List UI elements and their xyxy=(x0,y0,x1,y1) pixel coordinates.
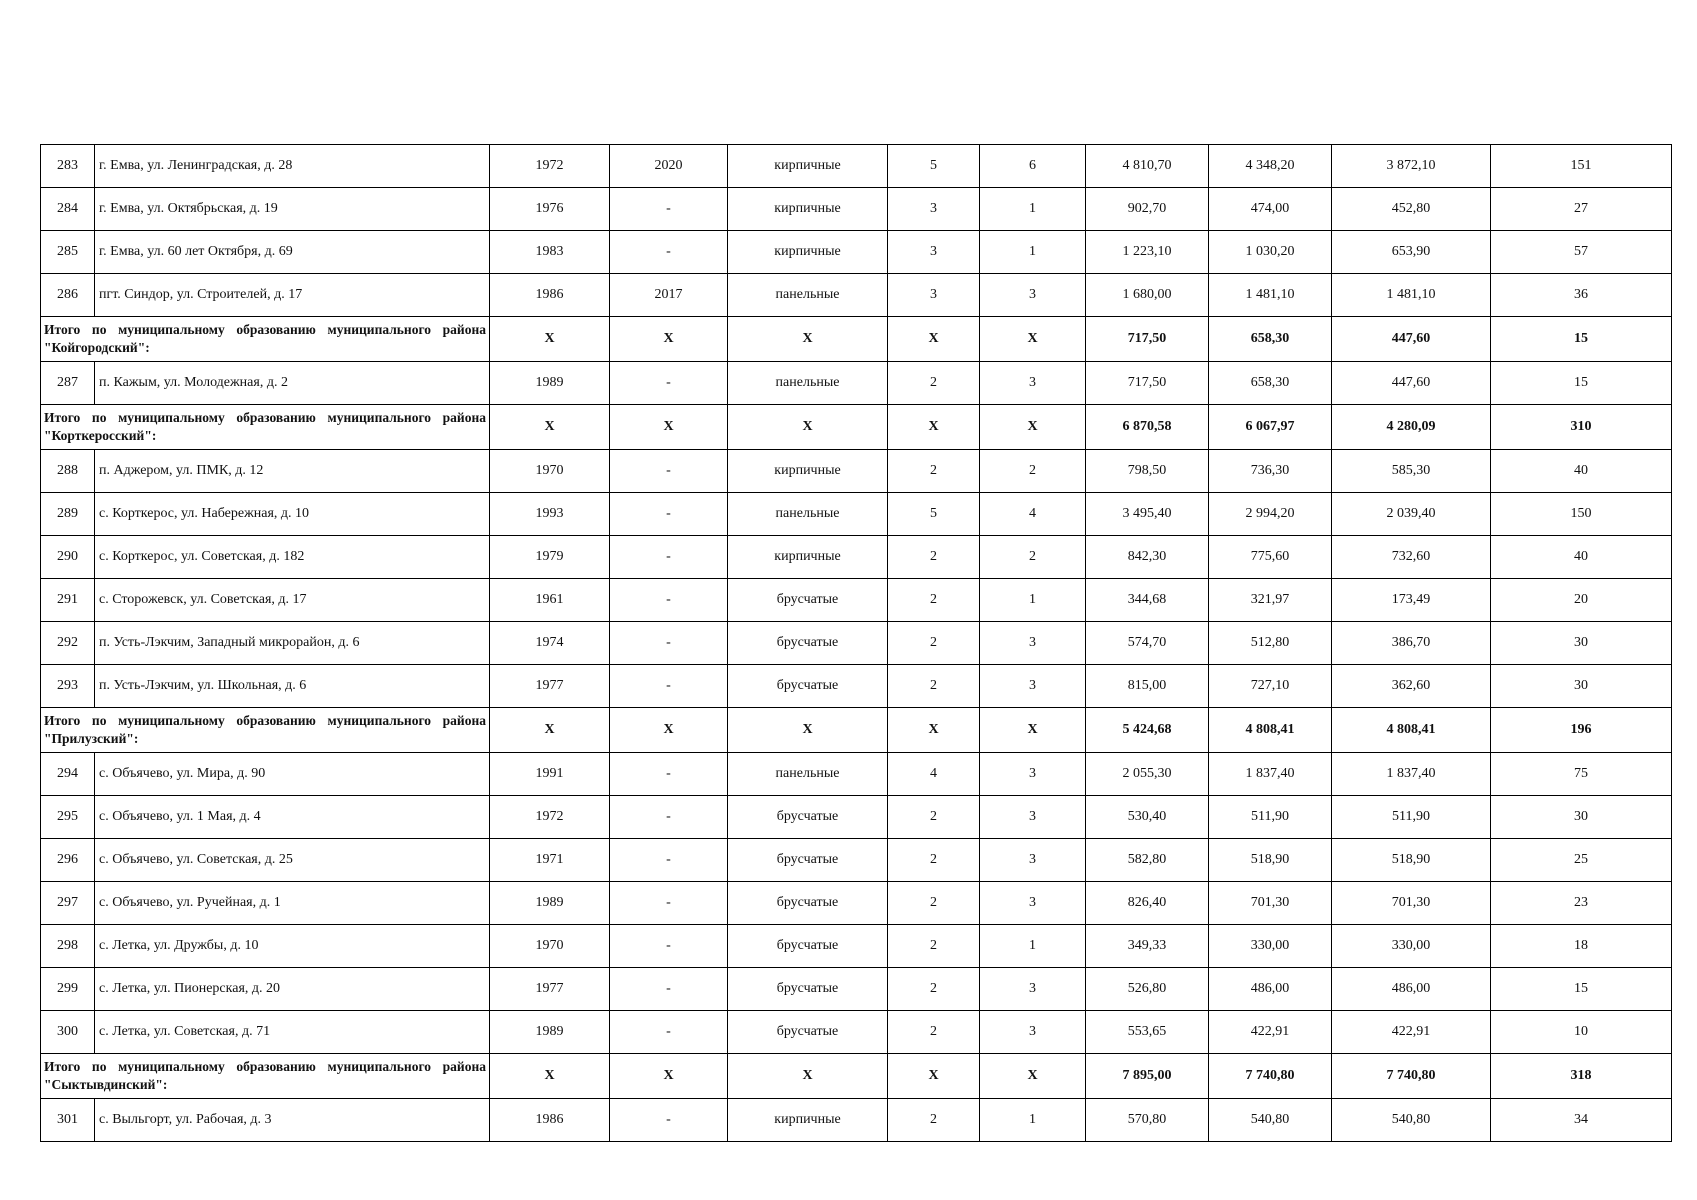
residents-cell: 318 xyxy=(1491,1054,1672,1099)
row-number-cell: 298 xyxy=(41,925,95,968)
living-area-cell: 7 740,80 xyxy=(1209,1054,1332,1099)
repair-year-cell: - xyxy=(610,536,728,579)
floors-cell: 2 xyxy=(888,536,980,579)
floors-cell: 2 xyxy=(888,839,980,882)
subtotal-row xyxy=(41,1054,1672,1099)
living-area-cell: 474,00 xyxy=(1209,188,1332,231)
repair-year-cell: - xyxy=(610,796,728,839)
address-cell: пгт. Синдор, ул. Строителей, д. 17 xyxy=(95,274,490,317)
entrances-cell: 6 xyxy=(980,145,1086,188)
row-number-cell: 296 xyxy=(41,839,95,882)
floors-cell: 4 xyxy=(888,753,980,796)
row-number-cell: 286 xyxy=(41,274,95,317)
row-number-cell: 287 xyxy=(41,362,95,405)
year-cell: 1979 xyxy=(490,536,610,579)
year-cell: 1972 xyxy=(490,796,610,839)
address-cell: г. Емва, ул. 60 лет Октября, д. 69 xyxy=(95,231,490,274)
year-cell: 1989 xyxy=(490,1011,610,1054)
total-area-cell: 553,65 xyxy=(1086,1011,1209,1054)
row-number-cell: 285 xyxy=(41,231,95,274)
subtotal-row xyxy=(41,405,1672,450)
year-cell: 1977 xyxy=(490,968,610,1011)
repair-year-cell: - xyxy=(610,450,728,493)
wall-material-cell: Х xyxy=(728,317,888,362)
year-cell: 1970 xyxy=(490,450,610,493)
table-row xyxy=(41,1099,1672,1142)
total-area-cell: 717,50 xyxy=(1086,317,1209,362)
residents-cell: 23 xyxy=(1491,882,1672,925)
table-row xyxy=(41,665,1672,708)
row-number-cell: 292 xyxy=(41,622,95,665)
repair-year-cell: Х xyxy=(610,1054,728,1099)
entrances-cell: 1 xyxy=(980,579,1086,622)
row-number-cell: 294 xyxy=(41,753,95,796)
floors-cell: 2 xyxy=(888,1099,980,1142)
total-area-cell: 349,33 xyxy=(1086,925,1209,968)
year-cell: Х xyxy=(490,405,610,450)
year-cell: 1991 xyxy=(490,753,610,796)
living-area-cell: 486,00 xyxy=(1209,968,1332,1011)
residents-cell: 196 xyxy=(1491,708,1672,753)
floors-cell: 2 xyxy=(888,1011,980,1054)
private-area-cell: 511,90 xyxy=(1332,796,1491,839)
wall-material-cell: Х xyxy=(728,708,888,753)
total-area-cell: 570,80 xyxy=(1086,1099,1209,1142)
repair-year-cell: - xyxy=(610,968,728,1011)
entrances-cell: Х xyxy=(980,1054,1086,1099)
year-cell: 1986 xyxy=(490,1099,610,1142)
table-row xyxy=(41,231,1672,274)
subtotal-label: Итого по муниципальному образованию муниципального района "Прилузский": xyxy=(41,708,490,753)
year-cell: 1977 xyxy=(490,665,610,708)
row-number-cell: 291 xyxy=(41,579,95,622)
wall-material-cell: брусчатые xyxy=(728,968,888,1011)
wall-material-cell: брусчатые xyxy=(728,796,888,839)
living-area-cell: 701,30 xyxy=(1209,882,1332,925)
floors-cell: 2 xyxy=(888,579,980,622)
table-row xyxy=(41,362,1672,405)
total-area-cell: 5 424,68 xyxy=(1086,708,1209,753)
residents-cell: 150 xyxy=(1491,493,1672,536)
private-area-cell: 447,60 xyxy=(1332,317,1491,362)
private-area-cell: 362,60 xyxy=(1332,665,1491,708)
total-area-cell: 798,50 xyxy=(1086,450,1209,493)
total-area-cell: 3 495,40 xyxy=(1086,493,1209,536)
table-row xyxy=(41,274,1672,317)
wall-material-cell: кирпичные xyxy=(728,450,888,493)
table-row xyxy=(41,622,1672,665)
address-cell: п. Аджером, ул. ПМК, д. 12 xyxy=(95,450,490,493)
floors-cell: Х xyxy=(888,708,980,753)
repair-year-cell: - xyxy=(610,1099,728,1142)
entrances-cell: 1 xyxy=(980,231,1086,274)
floors-cell: Х xyxy=(888,405,980,450)
entrances-cell: 3 xyxy=(980,274,1086,317)
total-area-cell: 717,50 xyxy=(1086,362,1209,405)
entrances-cell: 1 xyxy=(980,925,1086,968)
living-area-cell: 736,30 xyxy=(1209,450,1332,493)
residents-cell: 27 xyxy=(1491,188,1672,231)
entrances-cell: 3 xyxy=(980,882,1086,925)
table-row xyxy=(41,536,1672,579)
living-area-cell: 540,80 xyxy=(1209,1099,1332,1142)
residents-cell: 15 xyxy=(1491,317,1672,362)
address-cell: с. Корткерос, ул. Советская, д. 182 xyxy=(95,536,490,579)
floors-cell: 3 xyxy=(888,231,980,274)
residents-cell: 75 xyxy=(1491,753,1672,796)
entrances-cell: 4 xyxy=(980,493,1086,536)
address-cell: г. Емва, ул. Ленинградская, д. 28 xyxy=(95,145,490,188)
living-area-cell: 658,30 xyxy=(1209,317,1332,362)
year-cell: Х xyxy=(490,317,610,362)
total-area-cell: 4 810,70 xyxy=(1086,145,1209,188)
private-area-cell: 386,70 xyxy=(1332,622,1491,665)
wall-material-cell: панельные xyxy=(728,274,888,317)
table-row xyxy=(41,1011,1672,1054)
private-area-cell: 173,49 xyxy=(1332,579,1491,622)
wall-material-cell: панельные xyxy=(728,362,888,405)
living-area-cell: 518,90 xyxy=(1209,839,1332,882)
subtotal-label: Итого по муниципальному образованию муниципального района "Сыктывдинский": xyxy=(41,1054,490,1099)
private-area-cell: 4 808,41 xyxy=(1332,708,1491,753)
subtotal-row xyxy=(41,317,1672,362)
repair-year-cell: - xyxy=(610,231,728,274)
table-row xyxy=(41,450,1672,493)
floors-cell: 2 xyxy=(888,968,980,1011)
entrances-cell: 3 xyxy=(980,622,1086,665)
private-area-cell: 7 740,80 xyxy=(1332,1054,1491,1099)
residents-cell: 10 xyxy=(1491,1011,1672,1054)
repair-year-cell: - xyxy=(610,362,728,405)
living-area-cell: 511,90 xyxy=(1209,796,1332,839)
private-area-cell: 2 039,40 xyxy=(1332,493,1491,536)
private-area-cell: 732,60 xyxy=(1332,536,1491,579)
living-area-cell: 1 030,20 xyxy=(1209,231,1332,274)
private-area-cell: 1 837,40 xyxy=(1332,753,1491,796)
residents-cell: 57 xyxy=(1491,231,1672,274)
entrances-cell: 3 xyxy=(980,968,1086,1011)
address-cell: п. Усть-Лэкчим, ул. Школьная, д. 6 xyxy=(95,665,490,708)
repair-year-cell: 2017 xyxy=(610,274,728,317)
wall-material-cell: брусчатые xyxy=(728,1011,888,1054)
address-cell: с. Летка, ул. Советская, д. 71 xyxy=(95,1011,490,1054)
living-area-cell: 512,80 xyxy=(1209,622,1332,665)
wall-material-cell: кирпичные xyxy=(728,145,888,188)
entrances-cell: Х xyxy=(980,317,1086,362)
wall-material-cell: кирпичные xyxy=(728,1099,888,1142)
residents-cell: 151 xyxy=(1491,145,1672,188)
total-area-cell: 902,70 xyxy=(1086,188,1209,231)
living-area-cell: 775,60 xyxy=(1209,536,1332,579)
wall-material-cell: кирпичные xyxy=(728,231,888,274)
table-row xyxy=(41,882,1672,925)
residents-cell: 25 xyxy=(1491,839,1672,882)
entrances-cell: 1 xyxy=(980,1099,1086,1142)
repair-year-cell: - xyxy=(610,882,728,925)
repair-year-cell: - xyxy=(610,753,728,796)
repair-year-cell: Х xyxy=(610,405,728,450)
entrances-cell: 2 xyxy=(980,536,1086,579)
living-area-cell: 321,97 xyxy=(1209,579,1332,622)
address-cell: с. Объячево, ул. Советская, д. 25 xyxy=(95,839,490,882)
year-cell: 1972 xyxy=(490,145,610,188)
row-number-cell: 284 xyxy=(41,188,95,231)
private-area-cell: 422,91 xyxy=(1332,1011,1491,1054)
residents-cell: 15 xyxy=(1491,362,1672,405)
repair-year-cell: - xyxy=(610,1011,728,1054)
entrances-cell: 3 xyxy=(980,753,1086,796)
total-area-cell: 2 055,30 xyxy=(1086,753,1209,796)
living-area-cell: 4 348,20 xyxy=(1209,145,1332,188)
residents-cell: 18 xyxy=(1491,925,1672,968)
residents-cell: 310 xyxy=(1491,405,1672,450)
entrances-cell: 3 xyxy=(980,665,1086,708)
repair-year-cell: Х xyxy=(610,317,728,362)
total-area-cell: 530,40 xyxy=(1086,796,1209,839)
repair-year-cell: 2020 xyxy=(610,145,728,188)
total-area-cell: 582,80 xyxy=(1086,839,1209,882)
row-number-cell: 295 xyxy=(41,796,95,839)
floors-cell: 2 xyxy=(888,925,980,968)
address-cell: с. Сторожевск, ул. Советская, д. 17 xyxy=(95,579,490,622)
year-cell: 1976 xyxy=(490,188,610,231)
year-cell: 1989 xyxy=(490,362,610,405)
wall-material-cell: панельные xyxy=(728,753,888,796)
repair-year-cell: - xyxy=(610,925,728,968)
row-number-cell: 301 xyxy=(41,1099,95,1142)
private-area-cell: 447,60 xyxy=(1332,362,1491,405)
table-row xyxy=(41,188,1672,231)
private-area-cell: 4 280,09 xyxy=(1332,405,1491,450)
row-number-cell: 293 xyxy=(41,665,95,708)
wall-material-cell: кирпичные xyxy=(728,536,888,579)
total-area-cell: 826,40 xyxy=(1086,882,1209,925)
floors-cell: 2 xyxy=(888,882,980,925)
total-area-cell: 526,80 xyxy=(1086,968,1209,1011)
row-number-cell: 288 xyxy=(41,450,95,493)
residents-cell: 40 xyxy=(1491,450,1672,493)
floors-cell: Х xyxy=(888,1054,980,1099)
repair-year-cell: - xyxy=(610,188,728,231)
address-cell: п. Кажым, ул. Молодежная, д. 2 xyxy=(95,362,490,405)
total-area-cell: 815,00 xyxy=(1086,665,1209,708)
address-cell: с. Объячево, ул. 1 Мая, д. 4 xyxy=(95,796,490,839)
entrances-cell: 1 xyxy=(980,188,1086,231)
residents-cell: 30 xyxy=(1491,622,1672,665)
subtotal-row xyxy=(41,708,1672,753)
row-number-cell: 299 xyxy=(41,968,95,1011)
table-row xyxy=(41,968,1672,1011)
living-area-cell: 1 837,40 xyxy=(1209,753,1332,796)
year-cell: Х xyxy=(490,708,610,753)
address-cell: с. Летка, ул. Пионерская, д. 20 xyxy=(95,968,490,1011)
wall-material-cell: брусчатые xyxy=(728,665,888,708)
private-area-cell: 585,30 xyxy=(1332,450,1491,493)
entrances-cell: Х xyxy=(980,405,1086,450)
total-area-cell: 842,30 xyxy=(1086,536,1209,579)
total-area-cell: 574,70 xyxy=(1086,622,1209,665)
address-cell: с. Объячево, ул. Ручейная, д. 1 xyxy=(95,882,490,925)
table-row xyxy=(41,796,1672,839)
wall-material-cell: брусчатые xyxy=(728,882,888,925)
floors-cell: 2 xyxy=(888,665,980,708)
address-cell: с. Летка, ул. Дружбы, д. 10 xyxy=(95,925,490,968)
table-row xyxy=(41,925,1672,968)
total-area-cell: 1 680,00 xyxy=(1086,274,1209,317)
table-row xyxy=(41,753,1672,796)
entrances-cell: 2 xyxy=(980,450,1086,493)
total-area-cell: 6 870,58 xyxy=(1086,405,1209,450)
floors-cell: Х xyxy=(888,317,980,362)
floors-cell: 2 xyxy=(888,796,980,839)
year-cell: 1993 xyxy=(490,493,610,536)
address-cell: г. Емва, ул. Октябрьская, д. 19 xyxy=(95,188,490,231)
living-area-cell: 1 481,10 xyxy=(1209,274,1332,317)
table-row xyxy=(41,493,1672,536)
repair-year-cell: - xyxy=(610,665,728,708)
year-cell: 1983 xyxy=(490,231,610,274)
entrances-cell: Х xyxy=(980,708,1086,753)
residents-cell: 34 xyxy=(1491,1099,1672,1142)
private-area-cell: 486,00 xyxy=(1332,968,1491,1011)
private-area-cell: 701,30 xyxy=(1332,882,1491,925)
floors-cell: 5 xyxy=(888,145,980,188)
table-row xyxy=(41,839,1672,882)
year-cell: 1970 xyxy=(490,925,610,968)
total-area-cell: 1 223,10 xyxy=(1086,231,1209,274)
wall-material-cell: брусчатые xyxy=(728,579,888,622)
residents-cell: 30 xyxy=(1491,665,1672,708)
repair-year-cell: - xyxy=(610,493,728,536)
residents-cell: 15 xyxy=(1491,968,1672,1011)
entrances-cell: 3 xyxy=(980,839,1086,882)
living-area-cell: 2 994,20 xyxy=(1209,493,1332,536)
housing-registry-table xyxy=(40,144,1672,1142)
private-area-cell: 540,80 xyxy=(1332,1099,1491,1142)
living-area-cell: 658,30 xyxy=(1209,362,1332,405)
wall-material-cell: брусчатые xyxy=(728,925,888,968)
living-area-cell: 4 808,41 xyxy=(1209,708,1332,753)
private-area-cell: 518,90 xyxy=(1332,839,1491,882)
row-number-cell: 290 xyxy=(41,536,95,579)
year-cell: 1986 xyxy=(490,274,610,317)
private-area-cell: 653,90 xyxy=(1332,231,1491,274)
wall-material-cell: брусчатые xyxy=(728,839,888,882)
wall-material-cell: Х xyxy=(728,405,888,450)
repair-year-cell: Х xyxy=(610,708,728,753)
total-area-cell: 7 895,00 xyxy=(1086,1054,1209,1099)
address-cell: с. Корткерос, ул. Набережная, д. 10 xyxy=(95,493,490,536)
repair-year-cell: - xyxy=(610,579,728,622)
residents-cell: 36 xyxy=(1491,274,1672,317)
row-number-cell: 283 xyxy=(41,145,95,188)
year-cell: Х xyxy=(490,1054,610,1099)
residents-cell: 30 xyxy=(1491,796,1672,839)
repair-year-cell: - xyxy=(610,839,728,882)
year-cell: 1971 xyxy=(490,839,610,882)
wall-material-cell: панельные xyxy=(728,493,888,536)
wall-material-cell: кирпичные xyxy=(728,188,888,231)
year-cell: 1961 xyxy=(490,579,610,622)
private-area-cell: 452,80 xyxy=(1332,188,1491,231)
private-area-cell: 330,00 xyxy=(1332,925,1491,968)
residents-cell: 20 xyxy=(1491,579,1672,622)
address-cell: с. Объячево, ул. Мира, д. 90 xyxy=(95,753,490,796)
subtotal-label: Итого по муниципальному образованию муниципального района "Койгородский": xyxy=(41,317,490,362)
wall-material-cell: Х xyxy=(728,1054,888,1099)
floors-cell: 5 xyxy=(888,493,980,536)
wall-material-cell: брусчатые xyxy=(728,622,888,665)
entrances-cell: 3 xyxy=(980,1011,1086,1054)
floors-cell: 2 xyxy=(888,362,980,405)
table-row xyxy=(41,145,1672,188)
floors-cell: 2 xyxy=(888,450,980,493)
subtotal-label: Итого по муниципальному образованию муниципального района "Корткеросский": xyxy=(41,405,490,450)
living-area-cell: 727,10 xyxy=(1209,665,1332,708)
row-number-cell: 289 xyxy=(41,493,95,536)
living-area-cell: 422,91 xyxy=(1209,1011,1332,1054)
floors-cell: 3 xyxy=(888,274,980,317)
living-area-cell: 330,00 xyxy=(1209,925,1332,968)
registry-body xyxy=(41,145,1672,1142)
address-cell: с. Выльгорт, ул. Рабочая, д. 3 xyxy=(95,1099,490,1142)
total-area-cell: 344,68 xyxy=(1086,579,1209,622)
floors-cell: 2 xyxy=(888,622,980,665)
address-cell: п. Усть-Лэкчим, Западный микрорайон, д. 6 xyxy=(95,622,490,665)
living-area-cell: 6 067,97 xyxy=(1209,405,1332,450)
repair-year-cell: - xyxy=(610,622,728,665)
year-cell: 1989 xyxy=(490,882,610,925)
entrances-cell: 3 xyxy=(980,362,1086,405)
entrances-cell: 3 xyxy=(980,796,1086,839)
row-number-cell: 300 xyxy=(41,1011,95,1054)
floors-cell: 3 xyxy=(888,188,980,231)
table-row xyxy=(41,579,1672,622)
private-area-cell: 3 872,10 xyxy=(1332,145,1491,188)
private-area-cell: 1 481,10 xyxy=(1332,274,1491,317)
row-number-cell: 297 xyxy=(41,882,95,925)
year-cell: 1974 xyxy=(490,622,610,665)
residents-cell: 40 xyxy=(1491,536,1672,579)
